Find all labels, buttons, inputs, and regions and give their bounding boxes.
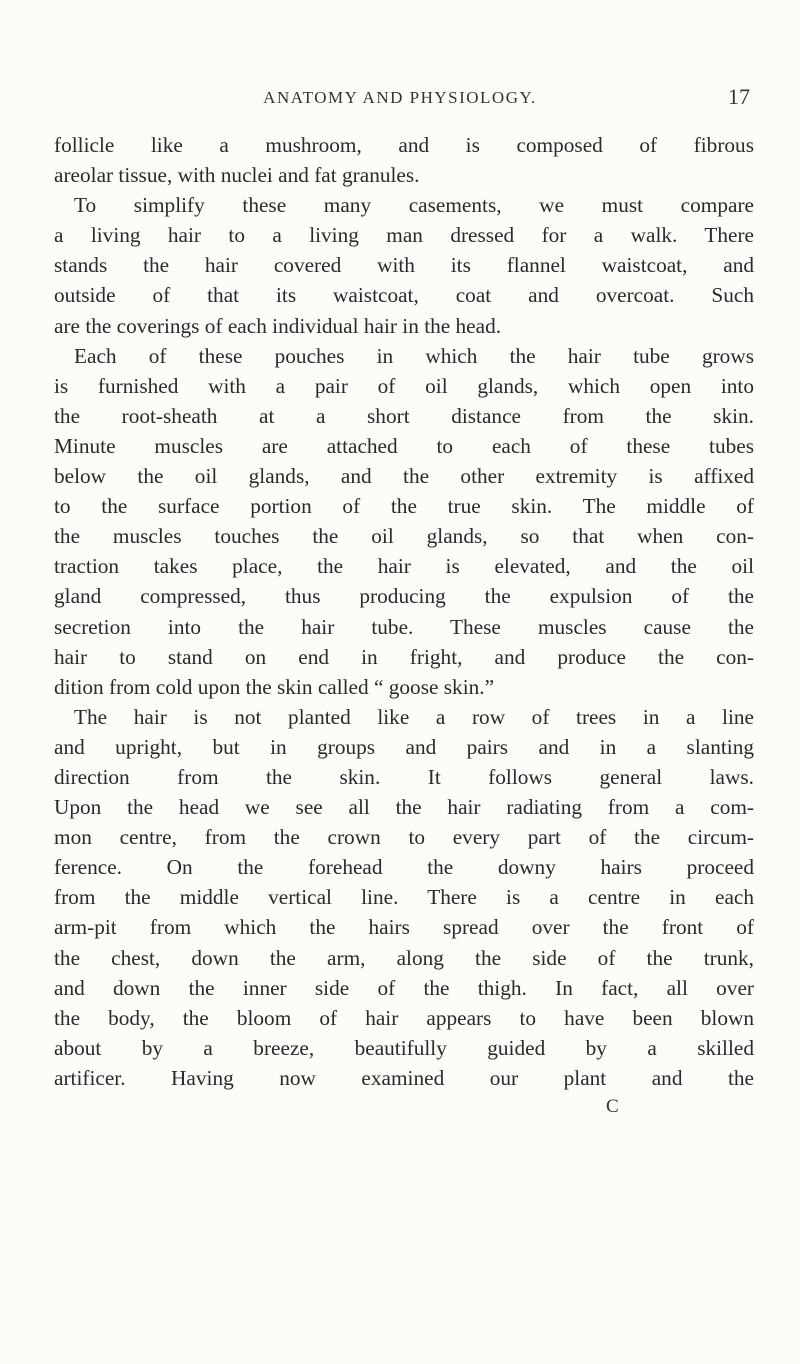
text-line: areolar tissue, with nuclei and fat granules. [54,163,420,188]
text-line: hair to stand on end in fright, and produce the con- [54,644,754,669]
text-line: outside of that its waistcoat, coat and overcoat. Such [54,283,754,308]
text-line: follicle like a mushroom, and is composed of fibrous [54,133,754,157]
page-number: 17 [728,84,750,109]
text-line: stands the hair covered with its flannel waistcoat, and [54,253,754,278]
text-line: below the oil glands, and the other extremity is affixed [54,464,754,489]
text-line: direction from the skin. It follows general laws. [54,764,754,789]
page-header [0,84,800,114]
text-line: to the surface portion of the true skin. The middle of [54,494,754,519]
text-line: are the coverings of each individual hair in the head. [54,313,502,338]
text-line: the root-sheath at a short distance from the skin. [54,403,754,428]
text-line: arm-pit from which the hairs spread over the front of [54,915,754,940]
body-text [54,130,754,1093]
text-line: the chest, down the arm, along the side of the trunk, [54,945,754,970]
text-line: Minute muscles are attached to each of these tubes [54,433,754,458]
text-line: about by a breeze, beautifully guided by a skilled [54,1035,754,1060]
text-line: artificer. Having now examined our plant and the [54,1065,754,1090]
text-line: and down the inner side of the thigh. In fact, all over [54,975,754,1000]
text-line: and upright, but in groups and pairs and in a slanting [54,734,754,759]
text-line: from the middle vertical line. There is a centre in each [54,885,754,910]
text-line: gland compressed, thus producing the expulsion of the [54,584,754,609]
text-line: is furnished with a pair of oil glands, which open into [54,373,754,398]
text-line: The hair is not planted like a row of trees in a line [74,704,754,729]
text-line: secretion into the hair tube. These muscles cause the [54,614,754,639]
text-line: mon centre, from the crown to every part of the circum- [54,825,754,850]
text-line: traction takes place, the hair is elevated, and the oil [54,554,754,579]
text-line: the body, the bloom of hair appears to have been blown [54,1005,754,1030]
text-line: dition from cold upon the skin called “ goose skin.” [54,674,495,699]
text-line: the muscles touches the oil glands, so that when con- [54,524,754,549]
text-line: Each of these pouches in which the hair tube grows [74,343,754,368]
text-line: ference. On the forehead the downy hairs proceed [54,855,754,880]
running-title: ANATOMY AND PHYSIOLOGY. [263,88,537,107]
signature-mark: C [606,1096,619,1117]
text-line: Upon the head we see all the hair radiating from a com- [54,795,754,820]
text-line: To simplify these many casements, we must compare [74,193,754,218]
text-line: a living hair to a living man dressed for a walk. There [54,223,754,248]
